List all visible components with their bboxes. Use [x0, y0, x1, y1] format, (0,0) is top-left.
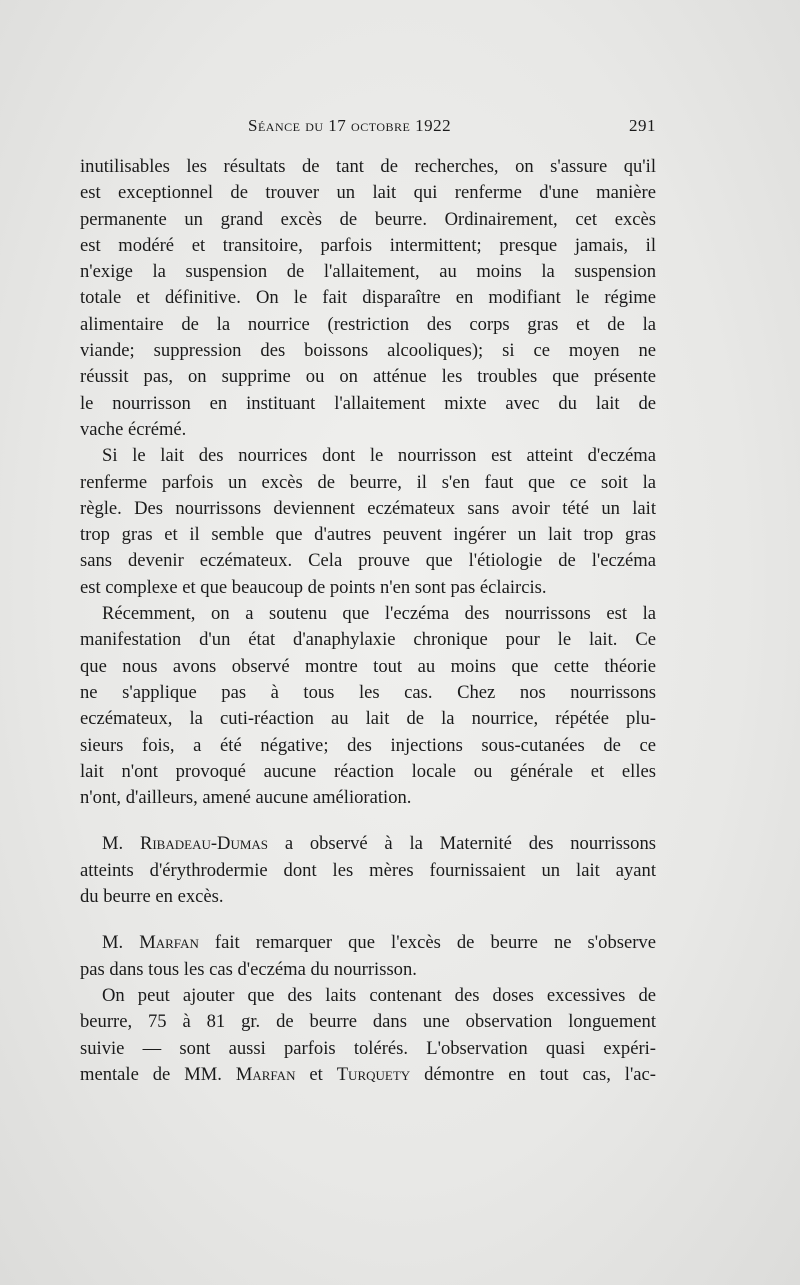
text-line: suivie — sont aussi parfois tolérés. L'observation quasi expéri-	[80, 1037, 656, 1059]
text-line: On peut ajouter que des laits contenant des doses excessives de	[102, 984, 656, 1006]
text-line: manifestation d'un état d'anaphylaxie chronique pour le lait. Ce	[80, 629, 656, 651]
author-name: Marfan	[235, 1063, 296, 1085]
text-line: est complexe et que beaucoup de points n'en sont pas éclaircis.	[80, 576, 547, 598]
text-line: ne s'applique pas à tous les cas. Chez nos nourrissons	[80, 681, 656, 703]
body-text	[80, 154, 656, 1088]
text-segment: mentale de MM.	[80, 1063, 236, 1085]
paragraph-marfan	[80, 930, 656, 983]
text-line: règle. Des nourrissons deviennent eczémateux sans avoir tété un lait	[80, 497, 656, 519]
text-line: Si le lait des nourrices dont le nourrisson est atteint d'eczéma	[102, 445, 656, 467]
author-name: Turquety	[336, 1063, 411, 1085]
speaker-name: Ribadeau-Dumas	[139, 833, 269, 855]
text-line	[80, 930, 656, 956]
text-segment: a observé à la Maternité des nourrissons	[268, 833, 656, 855]
text-line: trop gras et il semble que d'autres peuvent ingérer un lait trop gras	[80, 524, 656, 546]
text-line: n'exige la suspension de l'allaitement, au moins la suspension	[80, 261, 656, 283]
text-line: inutilisables les résultats de tant de recherches, on s'assure qu'il	[80, 156, 656, 177]
page-number: 291	[629, 116, 656, 135]
text-line: atteints d'érythrodermie dont les mères fournissaient un lait ayant	[80, 859, 656, 881]
text-segment: fait remarquer que l'excès de beurre ne s'observe	[198, 932, 656, 954]
speaker-prefix: M.	[102, 833, 140, 855]
text-line: est modéré et transitoire, parfois intermittent; presque jamais, il	[80, 234, 656, 256]
text-line: n'ont, d'ailleurs, amené aucune amélioration.	[80, 787, 412, 809]
text-segment: et	[295, 1063, 337, 1085]
text-line: vache écrémé.	[80, 418, 187, 440]
text-line: sans devenir eczémateux. Cela prouve que l'étiologie de l'eczéma	[80, 550, 656, 572]
text-line: réussit pas, on supprime ou on atténue les troubles que présente	[80, 366, 656, 388]
speaker-prefix: M.	[102, 932, 140, 954]
text-line: permanente un grand excès de beurre. Ordinairement, cet excès	[80, 208, 656, 230]
paragraph-2	[80, 443, 656, 601]
text-line: pas dans tous les cas d'eczéma du nourrisson.	[80, 958, 417, 980]
text-line	[80, 1062, 656, 1088]
text-line: renferme parfois un excès de beurre, il s'en faut que ce soit la	[80, 471, 656, 493]
text-line: est exceptionnel de trouver un lait qui renferme d'une manière	[80, 182, 656, 204]
paragraph-1	[80, 154, 656, 443]
text-line	[80, 831, 656, 857]
text-segment: démontre en tout cas, l'ac-	[410, 1063, 656, 1085]
text-line: Récemment, on a soutenu que l'eczéma des nourrissons est la	[102, 603, 656, 625]
text-line: que nous avons observé montre tout au moins que cette théorie	[80, 655, 656, 677]
speaker-name: Marfan	[139, 932, 199, 954]
text-line: beurre, 75 à 81 gr. de beurre dans une observation longuement	[80, 1011, 656, 1033]
text-line: eczémateux, la cuti-réaction au lait de la nourrice, répétée plu-	[80, 708, 656, 730]
text-line: sieurs fois, a été négative; des injections sous-cutanées de ce	[80, 734, 656, 756]
paragraph-6	[80, 983, 656, 1088]
text-line: le nourrisson en instituant l'allaitement mixte avec du lait de	[80, 392, 656, 414]
text-line: totale et définitive. On le fait disparaître en modifiant le régime	[80, 287, 656, 309]
text-line: du beurre en excès.	[80, 886, 224, 908]
paragraph-3	[80, 601, 656, 811]
text-line: alimentaire de la nourrice (restriction des corps gras et de la	[80, 313, 656, 335]
running-title: Séance du 17 octobre 1922	[248, 116, 452, 135]
paragraph-ribadeau-dumas	[80, 831, 656, 910]
running-header	[80, 116, 656, 140]
text-line: lait n'ont provoqué aucune réaction locale ou générale et elles	[80, 760, 656, 782]
text-line: viande; suppression des boissons alcooliques); si ce moyen ne	[80, 340, 656, 362]
